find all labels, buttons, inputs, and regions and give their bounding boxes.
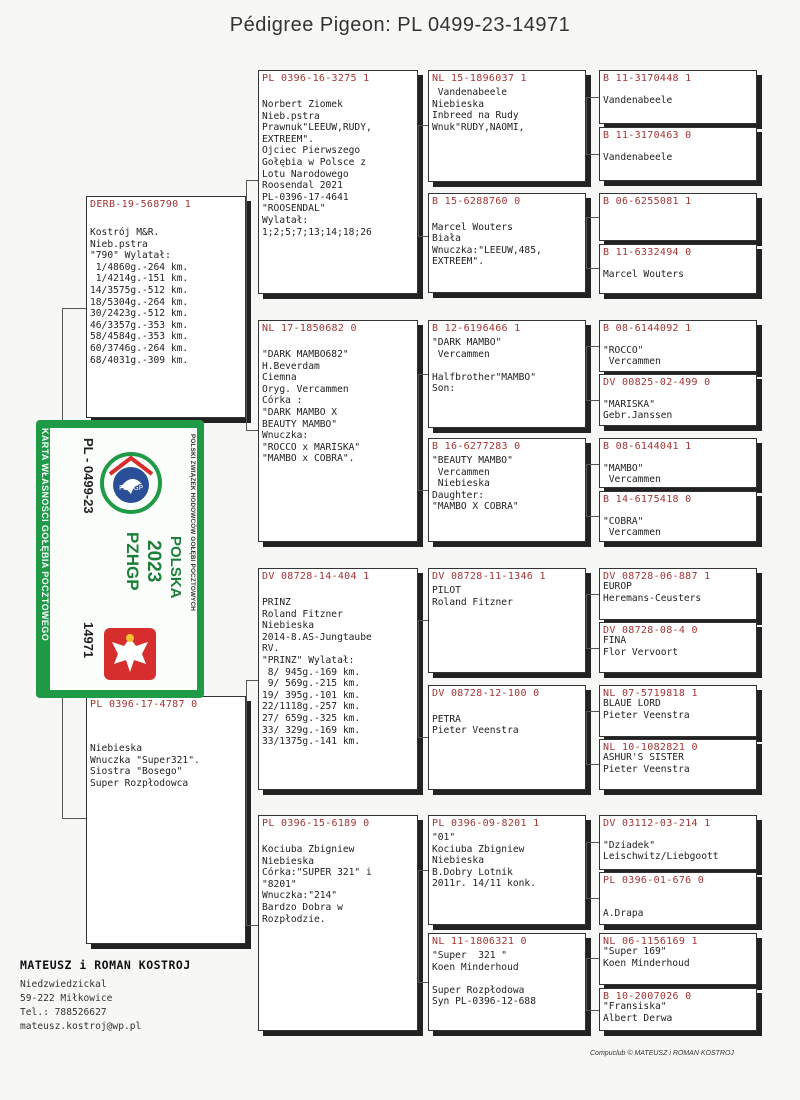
detail-line <box>432 973 536 985</box>
gen4-box-2 <box>599 193 757 241</box>
detail-line: Super Rozpłodowca <box>90 777 189 789</box>
detail-line: Leischwitz/Liebgoott <box>603 851 719 863</box>
detail-line: "MAMBO X COBRA" <box>432 501 519 513</box>
ring-number: B 16-6277283 0 <box>432 441 521 452</box>
connector-line <box>246 925 258 926</box>
connector-line <box>418 870 419 982</box>
ring-number: PL 0396-15-6189 0 <box>262 818 370 829</box>
card-ring-text: PL - 0499-23 <box>81 438 96 514</box>
grandparent-box-3 <box>258 815 418 1031</box>
gen4-box-9 <box>599 622 757 673</box>
detail-line: Niebieska <box>90 743 142 754</box>
connector-line <box>418 620 428 621</box>
detail-line: 1;2;5;7;13;14;18;26 <box>262 226 372 238</box>
ring-number: DV 08728-11-1346 1 <box>432 571 546 582</box>
detail-line: Vercammen <box>603 356 661 368</box>
detail-line: "BEAUTY MAMBO" <box>432 455 513 466</box>
detail-line: Oryg. Vercammen <box>262 383 349 395</box>
detail-line <box>432 210 542 222</box>
detail-line: "DARK MAMBO X <box>262 406 338 418</box>
detail-line: Vandenabeele <box>603 151 673 163</box>
detail-line: FINA <box>603 635 627 646</box>
ring-number: DV 08728-08-4 0 <box>603 625 698 636</box>
detail-line: PILOT <box>432 585 461 596</box>
detail-line: 22/1118g.-257 km. <box>262 701 361 713</box>
detail-line: Siostra "Bosego" <box>90 766 183 778</box>
detail-line: EUROP <box>603 581 632 592</box>
detail-line: Pieter Veenstra <box>603 709 690 721</box>
ring-number: DV 08728-14-404 1 <box>262 571 370 582</box>
detail-line: Córka:"SUPER 321" i <box>262 867 372 879</box>
connector-line <box>586 346 599 347</box>
detail-line: 19/ 395g.-101 km. <box>262 689 361 701</box>
detail-line: "Fransiska" <box>603 1001 667 1012</box>
connector-line <box>586 594 587 648</box>
bird-details <box>603 333 661 368</box>
polish-eagle-icon <box>100 624 160 684</box>
detail-line: "ROCCO x MARISKA" <box>262 441 361 453</box>
ring-number: B 08-6144041 1 <box>603 441 692 452</box>
bird-details <box>603 257 684 280</box>
connector-line <box>246 680 247 925</box>
ring-number: B 08-6144092 1 <box>603 323 692 334</box>
bird-details <box>603 83 672 106</box>
detail-line: Roland Fitzner <box>432 596 513 608</box>
connector-line <box>586 842 599 843</box>
connector-line <box>418 620 419 737</box>
bird-details <box>603 885 643 920</box>
bird-details <box>432 455 519 513</box>
connector-line <box>586 711 599 712</box>
detail-line: Syn PL-0396-12-688 <box>432 996 536 1008</box>
connector-line <box>418 737 428 738</box>
detail-line: Marcel Wouters <box>603 268 684 280</box>
detail-line: BEAUTY MAMBO" <box>262 418 338 430</box>
gen4-box-10 <box>599 685 757 737</box>
bird-details <box>603 635 678 658</box>
card-ring-number: 14971 <box>81 622 96 659</box>
detail-line: EXTREEM". <box>262 133 314 145</box>
detail-line: Daughter: <box>432 489 484 501</box>
owner-email: mateusz.kostroj@wp.pl <box>20 1021 142 1032</box>
detail-line <box>603 257 684 269</box>
detail-line <box>432 702 519 714</box>
gen4-box-6 <box>599 438 757 488</box>
detail-line: Gebr.Janssen <box>603 410 673 422</box>
detail-line: 14/3575g.-512 km. <box>90 284 189 296</box>
detail-line: Ciemna <box>262 372 297 384</box>
connector-line <box>586 842 587 898</box>
bird-details <box>432 702 519 737</box>
bird-details <box>603 387 672 422</box>
grandparent-box-0 <box>258 70 418 294</box>
detail-line: EXTREEM". <box>432 256 484 268</box>
detail-line: Marcel Wouters <box>432 221 513 233</box>
detail-line <box>603 451 661 463</box>
bird-details <box>603 581 701 604</box>
bird-details <box>603 946 690 969</box>
connector-line <box>586 898 599 899</box>
detail-line: "ROCCO" <box>603 344 644 356</box>
great-grandparent-box-0 <box>428 70 586 182</box>
connector-line <box>246 180 258 181</box>
owner-block <box>20 958 191 1034</box>
owner-city: 59-222 Miłkowice <box>20 993 113 1004</box>
detail-line: 8/ 945g.-169 km. <box>262 666 361 678</box>
detail-line <box>603 333 661 345</box>
detail-line: Biała <box>432 233 461 245</box>
detail-line <box>603 83 672 95</box>
connector-line <box>246 430 258 431</box>
connector-line <box>62 818 86 819</box>
detail-line: Vercammen <box>603 474 661 486</box>
detail-line: Wylatał: <box>262 214 309 226</box>
detail-line: "790" Wylatał: <box>90 250 171 262</box>
great-grandparent-box-2 <box>428 320 586 428</box>
detail-line: Wnuk"RUDY,NAOMI, <box>432 121 525 133</box>
detail-line <box>603 140 672 152</box>
bird-details <box>603 140 672 163</box>
detail-line: Niebieska <box>262 620 314 632</box>
connector-line <box>586 154 599 155</box>
connector-line <box>418 236 428 237</box>
detail-line: Gołębia w Polsce z <box>262 156 366 168</box>
bird-details <box>262 597 372 748</box>
connector-line <box>586 958 599 959</box>
detail-line: "Dziadek" <box>603 839 655 851</box>
detail-line: Vandenabeele <box>432 87 508 98</box>
gen4-box-5 <box>599 374 757 426</box>
page-title: Pédigree Pigeon: PL 0499-23-14971 <box>229 14 571 36</box>
connector-line <box>586 764 599 765</box>
detail-line: 68/4031g.-309 km. <box>90 354 189 366</box>
detail-line: PETRA <box>432 713 461 725</box>
detail-line: 46/3357g.-353 km. <box>90 319 189 331</box>
ring-number: NL 17-1850682 0 <box>262 323 357 334</box>
detail-line: A.Drapa <box>603 908 644 920</box>
bird-details <box>90 743 200 789</box>
great-grandparent-box-6 <box>428 815 586 925</box>
detail-line: Roosendal 2021 <box>262 180 343 192</box>
bird-details <box>432 950 536 1008</box>
connector-line <box>418 374 419 490</box>
detail-line: Wnuczka: <box>262 430 309 442</box>
connector-line <box>586 217 587 268</box>
ring-number: PL 0396-17-4787 0 <box>90 699 198 710</box>
detail-line: "8201" <box>262 878 297 890</box>
detail-line: Niebieska <box>432 855 484 867</box>
detail-line <box>603 897 643 909</box>
dam-box <box>86 696 246 944</box>
ring-number: PL 0396-01-676 0 <box>603 875 705 886</box>
ring-number: NL 07-5719818 1 <box>603 688 698 699</box>
connector-line <box>418 490 428 491</box>
owner-phone: Tel.: 788526627 <box>20 1007 107 1018</box>
detail-line: "Super 321 " <box>432 950 508 961</box>
connector-line <box>586 97 587 154</box>
detail-line: PRINZ <box>262 597 291 608</box>
connector-line <box>586 711 587 764</box>
detail-line: Wnuczka:"214" <box>262 890 338 902</box>
bird-details <box>432 585 513 608</box>
detail-line: "DARK MAMBO" <box>432 337 502 348</box>
detail-line: 1/4214g.-151 km. <box>90 273 189 285</box>
detail-line: Flor Vervoort <box>603 646 679 658</box>
detail-line: "PRINZ" Wylatał: <box>262 654 355 666</box>
detail-line: 33/ 329g.-169 km. <box>262 724 361 736</box>
gen4-box-11 <box>599 739 757 790</box>
detail-line: RV. <box>262 643 280 655</box>
detail-line: Bardzo Dobra w <box>262 901 343 913</box>
detail-line: Vercammen <box>603 527 661 539</box>
logo-text: PZHGP <box>119 484 143 492</box>
great-grandparent-box-7 <box>428 933 586 1031</box>
detail-line: Prawnuk"LEEUW,RUDY, <box>262 122 372 134</box>
ring-number: DV 08728-06-887 1 <box>603 571 711 582</box>
owner-name: MATEUSZ i ROMAN KOSTROJ <box>20 958 191 972</box>
connector-line <box>418 125 428 126</box>
gen4-box-13 <box>599 872 757 925</box>
ring-number: DERB-19-568790 1 <box>90 199 192 210</box>
detail-line: Ojciec Pierwszego <box>262 145 361 157</box>
connector-line <box>246 680 258 681</box>
connector-line <box>586 400 599 401</box>
gen4-box-0 <box>599 70 757 124</box>
detail-line: Kociuba Zbigniew <box>262 844 355 855</box>
detail-line: "DARK MAMBO682" <box>262 349 349 360</box>
gen4-box-8 <box>599 568 757 620</box>
detail-line: Pieter Veenstra <box>432 725 519 737</box>
detail-line: "01" <box>432 832 456 843</box>
detail-line: Niebieska <box>432 98 484 110</box>
ring-number: PL 0396-16-3275 1 <box>262 73 370 84</box>
pzhgp-logo-icon <box>98 450 164 516</box>
bird-details <box>262 99 372 238</box>
detail-line: 33/1375g.-141 km. <box>262 736 361 748</box>
gen4-box-14 <box>599 933 757 985</box>
detail-line: 9/ 569g.-215 km. <box>262 678 361 690</box>
connector-line <box>586 217 599 218</box>
bird-details <box>432 87 524 133</box>
detail-line: Nieb.pstra <box>90 238 148 250</box>
detail-line: Inbreed na Rudy <box>432 110 519 122</box>
gen4-box-4 <box>599 320 757 372</box>
connector-line <box>418 982 428 983</box>
ring-number: DV 08728-12-100 0 <box>432 688 540 699</box>
grandparent-box-2 <box>258 568 418 790</box>
ring-number: B 11-3170463 0 <box>603 130 692 141</box>
great-grandparent-box-5 <box>428 685 586 790</box>
bird-details <box>603 828 719 863</box>
ring-number: NL 10-1082821 0 <box>603 742 698 753</box>
detail-line: 1/4860g.-264 km. <box>90 261 189 273</box>
detail-line: Kostrój M&R. <box>90 227 160 238</box>
detail-line: 18/5304g.-264 km. <box>90 296 189 308</box>
ring-number: B 11-6332494 0 <box>603 247 692 258</box>
card-country-text: POLSKA <box>167 536 184 599</box>
detail-line: "Super 169" <box>603 946 667 957</box>
detail-line: "MARISKA" <box>603 398 655 410</box>
card-org-text: PZHGP <box>123 532 142 591</box>
connector-line <box>586 1010 599 1011</box>
ring-number: NL 06-1156169 1 <box>603 936 698 947</box>
detail-line: 27/ 659g.-325 km. <box>262 712 361 724</box>
grandparent-box-1 <box>258 320 418 542</box>
connector-line <box>586 958 587 1010</box>
ring-number: B 06-6255081 1 <box>603 196 692 207</box>
gen4-box-15 <box>599 988 757 1031</box>
detail-line: 2011r. 14/11 konk. <box>432 878 536 890</box>
great-grandparent-box-1 <box>428 193 586 293</box>
detail-line: Córka : <box>262 395 303 407</box>
detail-line: Lotu Narodowego <box>262 168 349 180</box>
bird-details <box>432 832 536 890</box>
connector-line <box>586 97 599 98</box>
detail-line: Son: <box>432 383 456 395</box>
detail-line: Koen Minderhoud <box>432 961 519 973</box>
detail-line: Super Rozpłodowa <box>432 984 525 996</box>
detail-line: "MAMBO" <box>603 462 644 474</box>
detail-line: BLAUE LORD <box>603 698 661 709</box>
gen4-box-3 <box>599 244 757 294</box>
ring-number: DV 00825-02-499 0 <box>603 377 711 388</box>
connector-line <box>418 374 428 375</box>
great-grandparent-box-3 <box>428 438 586 542</box>
connector-line <box>586 268 599 269</box>
connector-line <box>586 648 599 649</box>
detail-line: Norbert Ziomek <box>262 99 343 110</box>
detail-line: Vercammen <box>432 466 490 478</box>
detail-line <box>603 504 661 516</box>
detail-line <box>603 828 719 840</box>
detail-line: H.Beverdam <box>262 360 320 372</box>
ring-number: B 14-6175418 0 <box>603 494 692 505</box>
ownership-card <box>36 420 204 698</box>
ring-number: B 15-6288760 0 <box>432 196 521 207</box>
connector-line <box>586 464 599 465</box>
great-grandparent-box-4 <box>428 568 586 673</box>
footer-credit: Compuclub © MATEUSZ i ROMAN KOSTROJ <box>590 1050 734 1057</box>
detail-line: Niebieska <box>432 478 490 490</box>
connector-line <box>418 125 419 236</box>
detail-line: Wnuczka "Super321". <box>90 754 200 766</box>
ring-number: PL 0396-09-8201 1 <box>432 818 540 829</box>
gen4-box-7 <box>599 491 757 542</box>
connector-line <box>586 346 587 400</box>
card-side-label: KARTA WŁASNOŚCI GOŁĘBIA POCZTOWEGO <box>40 428 50 642</box>
detail-line: Pieter Veenstra <box>603 763 690 775</box>
bird-details <box>432 210 542 268</box>
ring-number: B 12-6196466 1 <box>432 323 521 334</box>
connector-line <box>418 870 428 871</box>
detail-line: Wnuczka:"LEEUW,485, <box>432 244 542 256</box>
bird-details <box>432 337 536 395</box>
detail-line: 2014-8.AS-Jungtaube <box>262 631 372 643</box>
bird-details <box>603 451 661 486</box>
connector-line <box>586 516 599 517</box>
detail-line: Vercammen <box>432 348 490 360</box>
detail-line: Halfbrother"MAMBO" <box>432 371 536 383</box>
detail-line: 58/4584g.-353 km. <box>90 331 189 343</box>
bird-details <box>262 844 372 925</box>
detail-line: 30/2423g.-512 km. <box>90 308 189 320</box>
card-assoc-text: POLSKI ZWIĄZEK HODOWCÓW GOŁĘBI POCZTOWYCH <box>189 434 196 612</box>
detail-line: "ROOSENDAL" <box>262 203 326 215</box>
detail-line: Vandenabeele <box>603 94 673 106</box>
detail-line: Kociuba Zbigniew <box>432 843 525 855</box>
connector-line <box>246 180 247 430</box>
gen4-box-12 <box>599 815 757 870</box>
detail-line: Koen Minderhoud <box>603 957 690 969</box>
ring-number: DV 03112-03-214 1 <box>603 818 711 829</box>
ring-number: B 10-2007026 0 <box>603 991 692 1002</box>
detail-line: ASHUR'S SISTER <box>603 752 684 763</box>
ring-number: NL 11-1806321 0 <box>432 936 527 947</box>
ring-number: B 11-3170448 1 <box>603 73 692 84</box>
detail-line <box>603 885 643 897</box>
detail-line: Heremans-Ceusters <box>603 592 702 604</box>
bird-details <box>603 1001 672 1024</box>
bird-details <box>603 504 661 539</box>
detail-line: Rozpłodzie. <box>262 913 326 925</box>
detail-line: B.Dobry Lotnik <box>432 866 513 878</box>
ownership-card-inner <box>50 428 197 690</box>
detail-line: Nieb.pstra <box>262 110 320 122</box>
detail-line: "COBRA" <box>603 515 644 527</box>
connector-line <box>586 594 599 595</box>
card-year-text: 2023 <box>143 540 164 583</box>
detail-line: "MAMBO x COBRA". <box>262 453 355 465</box>
detail-line: Albert Derwa <box>603 1012 673 1024</box>
bird-details <box>603 698 690 721</box>
detail-line <box>603 387 672 399</box>
detail-line <box>432 360 536 372</box>
bird-details <box>262 349 360 465</box>
connector-line <box>62 308 86 309</box>
detail-line: PL-0396-17-4641 <box>262 191 349 203</box>
gen4-box-1 <box>599 127 757 181</box>
detail-line: Roland Fitzner <box>262 608 343 620</box>
subject-pigeon-box <box>86 196 246 418</box>
connector-line <box>586 464 587 516</box>
bird-details <box>603 752 690 775</box>
bird-details <box>90 227 188 366</box>
ring-number: NL 15-1896037 1 <box>432 73 527 84</box>
owner-street: Niedzwiedzickal <box>20 979 107 990</box>
detail-line: 60/3746g.-264 km. <box>90 342 189 354</box>
detail-line: Niebieska <box>262 855 314 867</box>
